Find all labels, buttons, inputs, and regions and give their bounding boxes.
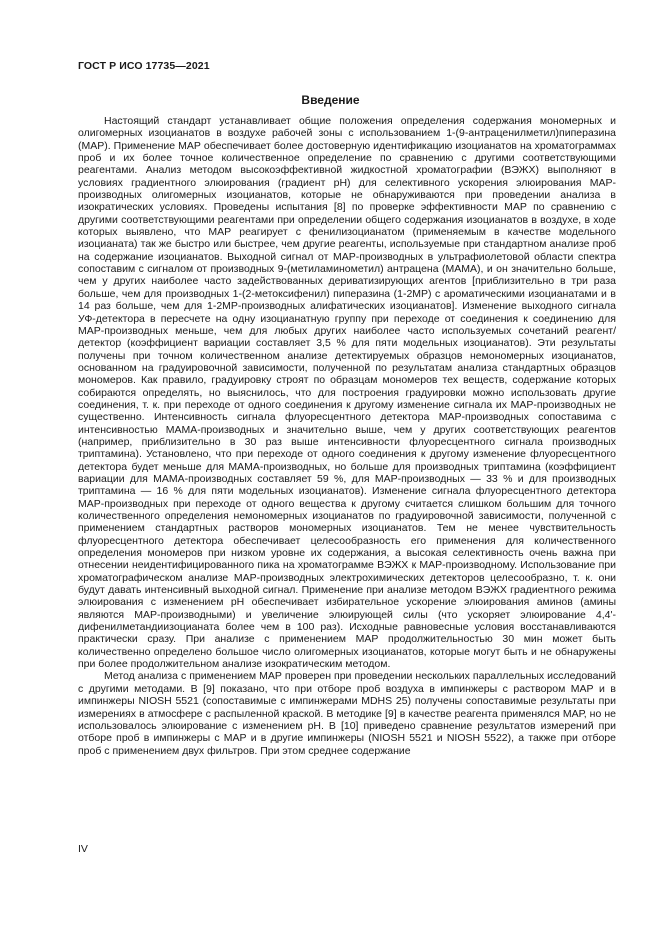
page-number: IV bbox=[78, 843, 88, 855]
paragraph-1: Настоящий стандарт устанавливает общие положения определения содержания мономерных и олигомерных изоцианатов в воздухе рабочей зоны с использованием 1-(9-антраценилметил)пиперазина (МАР). Применение МАР обеспечивает более достоверную идентификацию изоцианатов на хроматограммах проб и их более точное количественное определение по сравнению с другими соответствующими реагентами. Анализ методом высокоэффективной жидкостной хроматографии (ВЭЖХ) выполняют в условиях градиентного элюирования (градиент рН) для селективного ускорения элюирования МАР-производных олигомерных изоцианатов, которые не обнаруживаются при проведении анализа в изократических условиях. Проведены испытания [8] по проверке эффективности МАР по сравнению с другими соответствующими реагентами при определении общего содержания изоцианатов в воздухе, в ходе которых выявлено, что МАР реагирует с фенилизоцианатом (применяемым в качестве модельного изоцианата) так же быстро или быстрее, чем другие реагенты, используемые при стандартном анализе проб на содержание изоцианатов. Выходной сигнал от МАР-производных в ультрафиолетовой области спектра сопоставим с сигналом от производных 9-(метиламинометил) антрацена (МАМА), и он значительно больше, чем у других наиболее часто задействованных дериватизирующих агентов [приблизительно в три раза больше, чем для производных 1-(2-метоксифенил) пиперазина (1-2МР) с ароматическими изоцианатами и в 14 раз больше, чем для 1-2МР-производных алифатических изоцианатов]. Изменение выходного сигнала УФ-детектора в пересчете на одну изоцианатную группу при переходе от соединения к соединению для МАР-производных меньше, чем для любых других наиболее часто используемых сочетаний реагент/детектор (коэффициент вариации составляет 3,5 % для пяти модельных изоцианатов). Эти результаты получены при точном количественном анализе детектируемых образцов немономерных изоцианатов, основанном на градуировочной зависимости, полученной по результатам анализа стандартных образцов мономеров. Как правило, градуировку строят по образцам мономеров тех веществ, содержание которых собираются определять, но выяснилось, что для построения градуировки можно использовать другие соединения, т. к. при переходе от одного соединения к другому изменение сигнала их МАР-производных не существенно. Интенсивность сигнала флуоресцентного детектора МАР-производных сопоставима с интенсивностью МАМА-производных и значительно выше, чем у других соответствующих реагентов (например, приблизительно в 30 раз выше интенсивности флуоресцентного сигнала производных триптамина). Установлено, что при переходе от одного соединения к другому изменение флуоресцентного детектора будет меньше для МАМА-производных, но больше для производных триптамина (коэффициент вариации для МАМА-производных составляет 59 %, для МАР-производных — 33 % и для производных триптамина — 16 % для пяти модельных изоцианатов). Изменение сигнала флуоресцентного детектора МАР-производных при переходе от одного вещества к другому считается слишком большим для точного количественного определения немономерных изоцианатов по градуировочной зависимости, полученной с применением стандартных растворов мономерных изоцианатов. Тем не менее чувствительность флуоресцентного детектора обеспечивает целесообразность его применения для количественного определения мономеров при низком уровне их содержания, а высокая селективность очень важна при отнесении неидентифицированного пика на хроматограмме ВЭЖХ к МАР-производному. Использование при хроматографическом анализе МАР-производных электрохимических детекторов целесообразно, т. к. они будут давать интенсивный выходной сигнал. Применение при анализе методом ВЭЖХ градиентного режима элюирования с изменением рН обеспечивает избирательное ускорение элюирования аминов (амины являются МАР-производными) и увеличение элюирующей силы (что ускоряет элюирование 4,4'-дифенилметандиизоцианата более чем в 100 раз). Исходные равновесные условия восстанавливаются практически сразу. При анализе с применением МАР продолжительностью 30 мин может быть количественно определено большое число олигомерных изоцианатов, которые могут быть и не обнаружены при более продолжительном анализе изократическим методом. bbox=[78, 115, 616, 671]
standard-header: ГОСТ Р ИСО 17735—2021 bbox=[78, 60, 210, 72]
paragraph-2: Метод анализа с применением МАР проверен при проведении нескольких параллельных исследований с другими методами. В [9] показано, что при отборе проб воздуха в импинжеры с раствором МАР и в импинжеры NIOSH 5521 (сопоставимые с импинжерами MDHS 25) получены сопоставимые результаты при измерениях в атмосфере с распыленной краской. В методике [9] в качестве реагента применялся МАР, но не использовалось элюирование с изменением рН. В [10] приведено сравнение результатов измерений при отборе проб в импинжеры с МАР и в другие импинжеры (NIOSH 5521 и NIOSH 5522), а также при отборе проб с применением двух фильтров. При этом среднее содержание bbox=[78, 670, 616, 757]
body-text bbox=[78, 115, 616, 757]
section-title: Введение bbox=[301, 93, 360, 107]
